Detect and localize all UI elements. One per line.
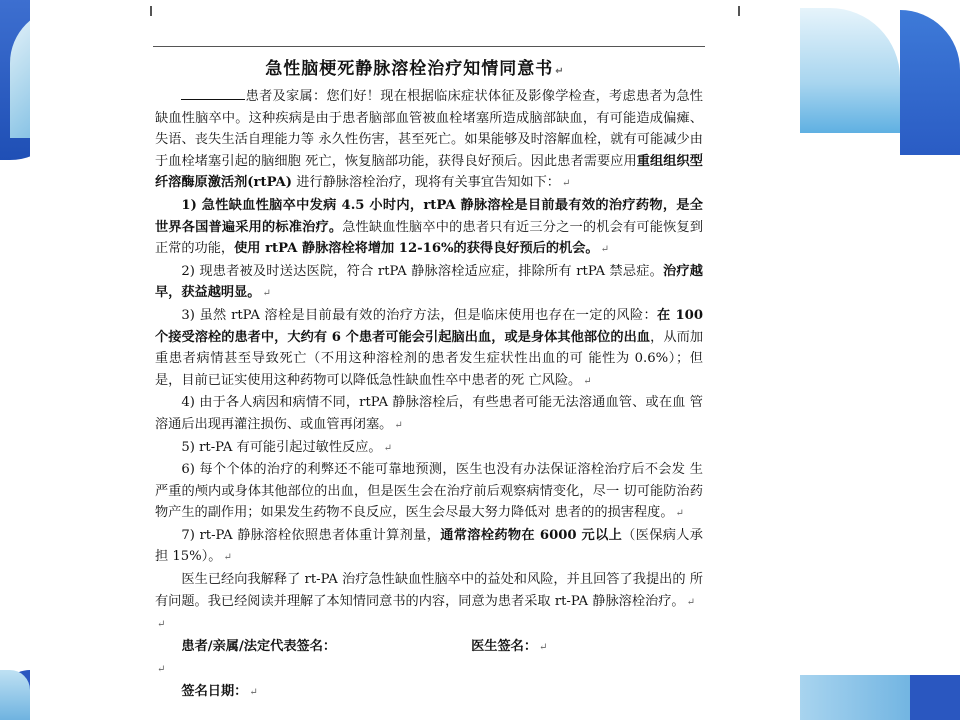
patient-signature-label: 患者/亲属/法定代表签名：	[181, 638, 337, 654]
item-3	[155, 305, 703, 392]
doctor-signature-label: 医生签名：	[471, 638, 538, 654]
header-rule	[153, 46, 705, 47]
closing-text: 医生已经向我解释了 rt-PA 治疗急性缺血性脑卒中的益处和风险，并且回答了我提出的 所有问题。我已经阅读并理解了本知情同意书的内容，同意为患者采取 rt-PA 静脉溶栓治疗。	[155, 572, 703, 609]
consent-document	[30, 0, 800, 720]
item-1-text: 急性缺血性脑卒中的患者只有近三分之一的机会有可能恢复到正常的功能，	[155, 219, 704, 257]
frame-decoration-sky	[800, 8, 900, 133]
item-7-bold: 通常溶栓药物在 6000 元以上	[440, 527, 623, 543]
intro-text: 患者及家属：您们好！现在根据临床症状体征及影像学检查，考虑患者为急性缺血性脑卒中。这种疾病是由于患者脑部血管被血栓堵塞所造成脑部缺血，有可能造成偏瘫、失语、丧失生活自理能力等 永久性伤害，甚至死亡。如果能够及时溶解血栓，就有可能减少由于血栓堵塞引起的脑细胞 死亡，恢复脑部功能，获得良好预后。因此患者需要应用	[155, 89, 703, 169]
signature-row	[155, 636, 703, 659]
item-6-text: 6) 每个个体的治疗的利弊还不能可靠地预测，医生也没有办法保证溶栓治疗后不会发 生严重的颅内或身体其他部位的出血，但是医生会在治疗前后观察病情变化，尽一 切可能防治药物产生的副作用；如果发生药物不良反应，医生会尽最大努力降低对 患者的的损害程度。	[155, 462, 703, 521]
item-2-bold: 治疗越早，获益越明显。	[155, 263, 703, 301]
intro-tail: 进行静脉溶栓治疗，现将有关事宜告知如下：	[292, 175, 560, 191]
frame-decoration-blue	[910, 675, 960, 720]
frame-decoration-top-right	[800, 0, 960, 160]
intro-paragraph	[155, 85, 703, 195]
item-7-text: 7) rt-PA 静脉溶栓依照患者体重计算剂量，	[181, 527, 441, 543]
paragraph-mark-icon: ↵	[600, 244, 609, 256]
paragraph-mark-icon: ↵	[561, 178, 571, 190]
paragraph-mark-icon: ↵	[686, 596, 695, 608]
item-1-bold: 1) 急性缺血性脑卒中发病 4.5 小时内，rtPA 静脉溶栓是目前最有效的治疗药物，是全 世界各国普遍采用的标准治疗。	[155, 197, 703, 235]
name-blank-line	[181, 85, 245, 100]
date-row	[155, 681, 703, 704]
frame-decoration-blue	[900, 10, 960, 155]
item-5	[155, 437, 703, 460]
item-3-text-2: ，从而加重患者病情甚至导致死亡（不用这种溶栓剂的患者发生症状性出血的可 能性为 0.6%）；但是，目前已证实使用这种药物可以降低急性缺血性卒中患者的死 亡风险。	[155, 329, 704, 388]
frame-decoration-sky	[0, 670, 30, 720]
paragraph-mark-icon: ↵	[262, 288, 271, 300]
item-4	[155, 392, 703, 436]
page-margin-marks	[150, 6, 740, 16]
paragraph-mark-icon: ↵	[157, 664, 166, 676]
item-7	[155, 525, 703, 569]
paragraph-mark-icon: ↵	[583, 375, 592, 387]
paragraph-mark-icon: ↵	[555, 66, 565, 77]
title-text: 急性脑梗死静脉溶栓治疗知情同意书	[265, 59, 554, 79]
document-body	[155, 85, 703, 704]
item-2	[155, 261, 703, 305]
paragraph-mark-icon: ↵	[157, 619, 166, 631]
item-6	[155, 459, 703, 525]
signature-date-label: 签名日期：	[181, 684, 248, 700]
empty-line	[155, 613, 703, 636]
paragraph-mark-icon: ↵	[675, 508, 684, 520]
paragraph-mark-icon: ↵	[383, 442, 393, 454]
item-2-text: 2) 现患者被及时送达医院，符合 rtPA 静脉溶栓适应症，排除所有 rtPA 禁忌症。	[181, 263, 664, 279]
frame-decoration-bottom-right	[800, 675, 960, 720]
drug-name: 重组组织型纤溶酶原激活剂(rtPA)	[155, 153, 703, 191]
paragraph-mark-icon: ↵	[249, 687, 258, 699]
paragraph-mark-icon: ↵	[539, 641, 548, 653]
item-3-text: 3) 虽然 rtPA 溶栓是目前最有效的治疗方法，但是临床使用也存在一定的风险：	[181, 307, 657, 323]
item-3-bold: 在 100 个接受溶栓的患者中，大约有 6 个患者可能会引起脑出血，或是身体其他部位的出血	[155, 307, 703, 345]
document-title	[30, 54, 800, 79]
closing-paragraph	[155, 569, 703, 613]
item-1	[155, 195, 703, 261]
item-4-text: 4) 由于各人病因和病情不同，rtPA 静脉溶栓后，有些患者可能无法溶通血管、或在血 管溶通后出现再灌注损伤、或血管再闭塞。	[155, 395, 703, 432]
empty-line	[155, 658, 703, 681]
item-7-text-2: （医保病人承担 15%）。	[155, 527, 703, 565]
item-5-text: 5) rt-PA 有可能引起过敏性反应。	[181, 439, 382, 455]
item-1-bold-2: 使用 rtPA 静脉溶栓将增加 12-16%的获得良好预后的机会。	[234, 241, 599, 257]
paragraph-mark-icon: ↵	[394, 419, 403, 431]
paragraph-mark-icon: ↵	[223, 552, 232, 564]
